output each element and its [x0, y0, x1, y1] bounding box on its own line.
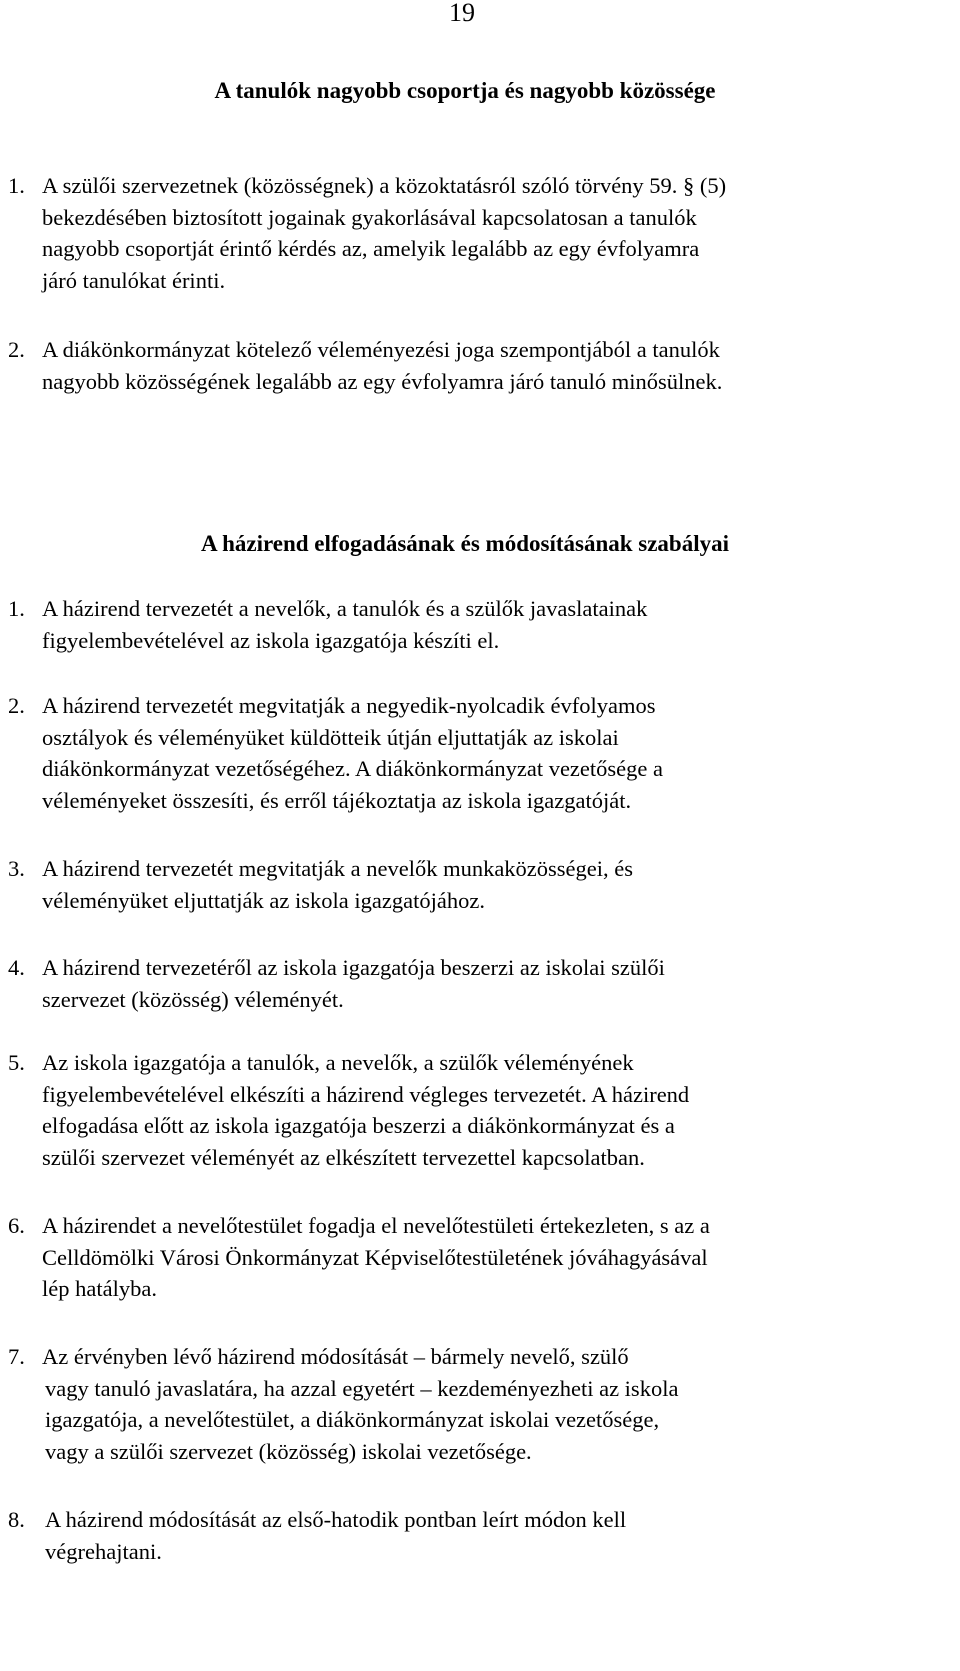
list-item [8, 1047, 908, 1173]
page-number: 19 [449, 0, 475, 27]
list-item [8, 1341, 908, 1467]
list-item-number: 2. [8, 693, 25, 718]
list-item-line: figyelembevételével az iskola igazgatója készíti el. [42, 627, 500, 653]
list-item-number: 6. [8, 1213, 25, 1238]
list-item-line: szülői szervezet véleményét az elkészített tervezettel kapcsolatban. [42, 1144, 645, 1170]
list-item-line: 2. A házirend tervezetét megvitatják a negyedik-nyolcadik évfolyamos [8, 690, 908, 722]
list-item-line: véleményeket összesíti, és erről tájékoztatja az iskola igazgatóját. [42, 787, 632, 813]
list-item-line: 1. A házirend tervezetét a nevelők, a tanulók és a szülők javaslatainak [8, 593, 908, 625]
section-title-student-groups: A tanulók nagyobb csoportja és nagyobb közössége [214, 78, 716, 103]
list-item-number: 5. [8, 1050, 25, 1075]
list-item-number: 3. [8, 856, 25, 881]
list-item-line: járó tanulókat érinti. [42, 267, 226, 293]
list-item-line: 2. A diákönkormányzat kötelező véleményezési joga szempontjából a tanulók [8, 334, 908, 366]
list-item [8, 853, 908, 916]
list-item [8, 593, 908, 656]
list-item-number: 1. [8, 173, 25, 198]
list-item-line: figyelembevételével elkészíti a házirend végleges tervezetét. A házirend [42, 1081, 690, 1107]
list-item-line: vagy a szülői szervezet (közösség) iskolai vezetősége. [45, 1438, 532, 1464]
list-item-number: 1. [8, 596, 25, 621]
list-item-line: végrehajtani. [45, 1538, 162, 1564]
list-item-number: 8. [8, 1507, 25, 1532]
list-item [8, 334, 908, 397]
list-item-line: vagy tanuló javaslatára, ha azzal egyetért – kezdeményezheti az iskola [45, 1375, 679, 1401]
list-item-line: elfogadása előtt az iskola igazgatója beszerzi a diákönkormányzat és a [42, 1113, 675, 1138]
list-item [8, 1504, 908, 1567]
section-title-house-rules: A házirend elfogadásának és módosításának szabályai [200, 531, 730, 556]
list-item-line: osztályok és véleményüket küldötteik útján eljuttatják az iskolai [42, 724, 619, 750]
list-item-line: lép hatályba. [42, 1276, 157, 1301]
list-item [8, 690, 908, 816]
list-item-line: szervezet (közösség) véleményét. [42, 986, 344, 1012]
list-item-line: diákönkormányzat vezetőségéhez. A diákönkormányzat vezetősége a [42, 756, 663, 781]
list-item-line: igazgatója, a nevelőtestület, a diákönkormányzat iskolai vezetősége, [45, 1407, 660, 1432]
list-item-line: 6. A házirendet a nevelőtestület fogadja el nevelőtestületi értekezleten, s az a [8, 1210, 908, 1242]
list-item-line: bekezdésében biztosított jogainak gyakorlásával kapcsolatosan a tanulók [42, 204, 697, 230]
list-item-line: 8. A házirend módosítását az első-hatodik pontban leírt módon kell [8, 1504, 908, 1536]
list-item-line: nagyobb közösségének legalább az egy évfolyamra járó tanuló minősülnek. [42, 368, 723, 394]
list-item [8, 1210, 908, 1305]
list-item-number: 4. [8, 955, 25, 980]
list-item-line: 5. Az iskola igazgatója a tanulók, a nevelők, a szülők véleményének [8, 1047, 908, 1079]
list-item-number: 7. [8, 1344, 25, 1369]
list-item-number: 2. [8, 337, 25, 362]
list-item [8, 952, 908, 1015]
list-item-line: Celldömölki Városi Önkormányzat Képviselőtestületének jóváhagyásával [42, 1244, 708, 1270]
list-item-line: 3. A házirend tervezetét megvitatják a nevelők munkaközösségei, és [8, 853, 908, 885]
list-item-line: 4. A házirend tervezetéről az iskola igazgatója beszerzi az iskolai szülői [8, 952, 908, 984]
list-item-line: véleményüket eljuttatják az iskola igazgatójához. [42, 887, 485, 913]
list-item-line: nagyobb csoportját érintő kérdés az, amelyik legalább az egy évfolyamra [42, 236, 700, 261]
list-item [8, 170, 908, 296]
list-item-line: 1. A szülői szervezetnek (közösségnek) a közoktatásról szóló törvény 59. § (5) [8, 170, 908, 202]
list-item-line: 7. Az érvényben lévő házirend módosítását – bármely nevelő, szülő [8, 1341, 908, 1373]
